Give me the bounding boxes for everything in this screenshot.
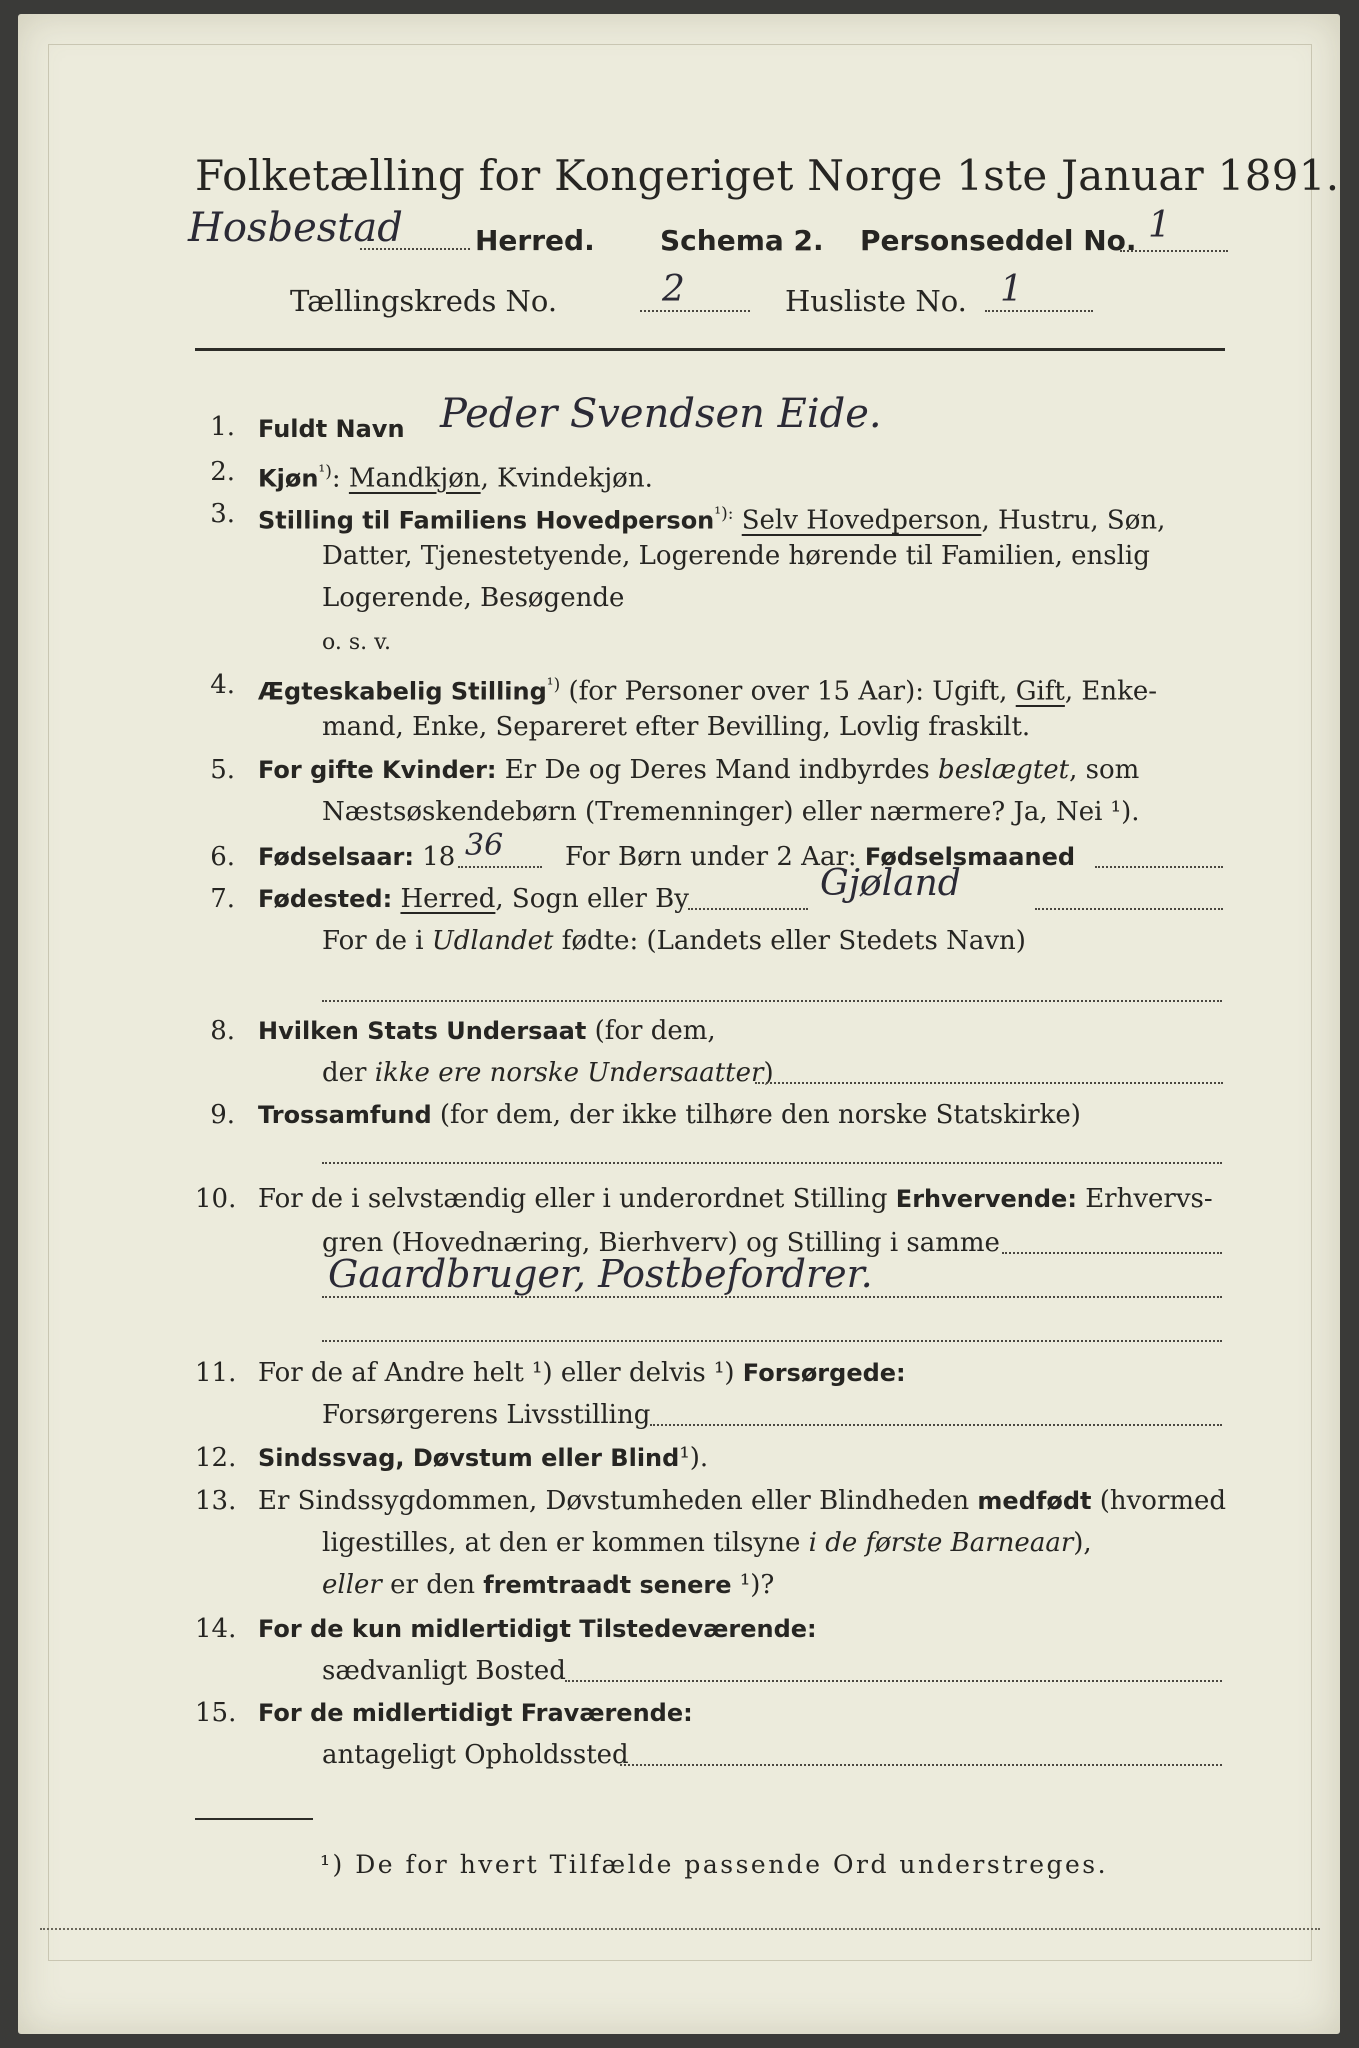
q13-line (258, 1484, 1226, 1518)
dotted-line (755, 1082, 1223, 1084)
q5-post: , som (1069, 755, 1140, 785)
q7-line2b: Udlandet (431, 926, 554, 956)
dotted-line (650, 1424, 1222, 1426)
q8-label: Hvilken Stats Undersaat (258, 1017, 587, 1045)
q6-number: 6. (210, 842, 235, 872)
q3-number: 3. (210, 499, 235, 529)
q5-number: 5. (210, 755, 235, 785)
q2-option-mandkjon: Mandkjøn (348, 463, 481, 494)
q15-number: 15. (195, 1698, 237, 1728)
kreds-value: 2 (662, 269, 685, 310)
bottom-fold-line (40, 1928, 1320, 1930)
kreds-label: Tællingskreds No. (290, 284, 558, 318)
q4-pre: (for Personer over 15 Aar): Ugift, (568, 676, 1008, 707)
q10-label: Erhvervende: (895, 1185, 1077, 1213)
q3-rest: , Hustru, Søn, (981, 505, 1166, 536)
q14-label: For de kun midlertidigt Tilstedeværende: (258, 1615, 817, 1643)
dotted-line (458, 866, 542, 868)
q7-rest: , Sogn eller By (495, 884, 689, 914)
q7-label: Fødested: (258, 885, 393, 913)
dotted-line (620, 1764, 1222, 1766)
dotted-line (688, 908, 808, 910)
q3-option-selv: Selv Hovedperson (741, 505, 982, 536)
q4-line (258, 668, 1157, 709)
q15-label: For de midlertidigt Fraværende: (258, 1699, 693, 1727)
q9-label: Trossamfund (258, 1101, 432, 1129)
dotted-line (565, 1680, 1222, 1682)
husliste-value: 1 (1000, 269, 1023, 310)
q10-line2: gren (Hovednæring, Bierhverv) og Stilling i samme (322, 1228, 1000, 1258)
q10-line (258, 1182, 1213, 1216)
dotted-line (322, 1162, 1222, 1164)
q3-line (258, 497, 1165, 538)
q6-label: Fødselsaar: (258, 843, 414, 871)
q10-pre: For de i selvstændig eller i underordnet Stilling (258, 1184, 888, 1214)
q4-post: , Enke- (1064, 676, 1158, 707)
q8-number: 8. (210, 1016, 235, 1046)
q2-line (258, 455, 653, 496)
q4-sup: ¹) (546, 675, 561, 695)
dotted-line (360, 248, 470, 250)
q10-number: 10. (195, 1184, 237, 1214)
q4-number: 4. (210, 670, 235, 700)
q3-label: Stilling til Familiens Hovedperson (258, 506, 715, 535)
q13-line3c: fremtraadt senere (483, 1571, 732, 1599)
q5-line (258, 753, 1139, 787)
q10-post: Erhvervs- (1085, 1184, 1213, 1214)
q11-number: 11. (195, 1358, 237, 1388)
q1-number: 1. (210, 412, 235, 442)
dotted-line (322, 1296, 1222, 1298)
q12-number: 12. (195, 1443, 237, 1473)
herred-value: Hosbestad (188, 205, 403, 251)
q4-label: Ægteskabelig Stilling (258, 677, 547, 706)
q6-mid: For Børn under 2 Aar: (565, 842, 857, 872)
q2-number: 2. (210, 457, 235, 487)
q8-line2a: der (322, 1058, 367, 1088)
q5-label: For gifte Kvinder: (258, 756, 497, 784)
q12-sup: ¹). (679, 1443, 709, 1473)
q12-line (258, 1441, 708, 1475)
q7-line2 (322, 924, 1026, 958)
q12-label: Sindssvag, Døvstum eller Blind (258, 1444, 680, 1472)
q13-number: 13. (195, 1486, 237, 1516)
q5-italic: beslægtet (938, 755, 1070, 785)
q13-line2a: ligestilles, at den er kommen tilsyne (322, 1528, 801, 1558)
q10-value: Gaardbruger, Postbefordrer. (328, 1252, 873, 1296)
dotted-line (322, 1000, 1222, 1002)
herred-label: Herred. (475, 224, 595, 257)
q2-label: Kjøn (258, 464, 319, 493)
footnote: ¹) De for hvert Tilfælde passende Ord understreges. (320, 1850, 1109, 1879)
q6-line (258, 840, 455, 874)
personseddel-value: 1 (1148, 205, 1171, 246)
personseddel-label: Personseddel No. (860, 224, 1137, 257)
q8-line2 (322, 1056, 774, 1090)
q13-line3a: eller (322, 1570, 382, 1600)
q8-rest: (for dem, (594, 1016, 716, 1046)
q6-prefix: 18 (422, 842, 456, 872)
q4-option-gift: Gift (1015, 676, 1065, 707)
q13-line2b: i de første Barneaar (808, 1528, 1074, 1558)
header-rule (195, 348, 1225, 351)
q15-line2: antageligt Opholdssted (322, 1740, 629, 1770)
dotted-line (1002, 1252, 1222, 1254)
q7-line2a: For de i (322, 926, 424, 956)
q13-line3b: er den (390, 1570, 475, 1600)
dotted-line (322, 1340, 1222, 1342)
dotted-line (640, 310, 750, 312)
q3-sup: ¹): (714, 504, 734, 524)
q6-value: 36 (465, 828, 504, 863)
q14-line2: sædvanligt Bosted (322, 1656, 566, 1686)
husliste-label: Husliste No. (785, 284, 967, 318)
q3-line2: Datter, Tjenestetyende, Logerende hørende til Familien, enslig (322, 541, 1150, 571)
footnote-rule (195, 1818, 313, 1820)
dotted-line (1035, 908, 1223, 910)
q9-line (258, 1098, 1081, 1132)
schema-label: Schema 2. (660, 224, 824, 257)
q14-number: 14. (195, 1614, 237, 1644)
q13-line3d: ¹)? (739, 1570, 775, 1600)
q9-rest: (for dem, der ikke tilhøre den norske Statskirke) (439, 1100, 1081, 1130)
q13-line2 (322, 1526, 1092, 1560)
q7-value: Gjøland (820, 863, 961, 904)
q13-pre: Er Sindssygdommen, Døvstumheden eller Blindheden (258, 1486, 970, 1516)
q4-line2: mand, Enke, Separeret efter Bevilling, Lovlig fraskilt. (322, 712, 1031, 742)
q2-sup: ¹) (318, 462, 332, 482)
q3-line4: o. s. v. (322, 630, 391, 655)
q9-number: 9. (210, 1100, 235, 1130)
q8-line2c: ) (763, 1058, 774, 1088)
q7-number: 7. (210, 884, 235, 914)
q8-line (258, 1014, 716, 1048)
form-title: Folketælling for Kongeriget Norge 1ste Januar 1891. (195, 151, 1340, 200)
q5-pre: Er De og Deres Mand indbyrdes (504, 755, 930, 785)
q13-line2c: ), (1073, 1528, 1092, 1558)
q11-line2: Forsørgerens Livsstilling (322, 1400, 651, 1430)
q8-line2b: ikke ere norske Undersaatter (374, 1058, 764, 1088)
q11-line (258, 1356, 906, 1390)
q11-label: Forsørgede: (742, 1359, 906, 1387)
dotted-line (1095, 866, 1223, 868)
q7-line (258, 882, 689, 916)
q1-label: Fuldt Navn (258, 415, 405, 443)
q2-colon: : (331, 463, 341, 494)
q3-line3: Logerende, Besøgende (322, 583, 625, 613)
q13-line3 (322, 1568, 774, 1602)
q13-post: (hvormed (1099, 1486, 1227, 1516)
q13-label: medfødt (977, 1487, 1092, 1515)
dotted-line (1120, 250, 1228, 252)
q2-rest: , Kvindekjøn. (480, 463, 653, 494)
dotted-line (985, 310, 1093, 312)
q7-option-herred: Herred (400, 884, 496, 914)
q11-pre: For de af Andre helt ¹) eller delvis ¹) (258, 1358, 735, 1388)
q1-value: Peder Svendsen Eide. (440, 391, 882, 437)
q7-line2c: fødte: (Landets eller Stedets Navn) (561, 926, 1026, 956)
q6-label2: Fødselsmaaned (864, 843, 1076, 871)
q5-line2: Næstsøskendebørn (Tremenninger) eller nærmere? Ja, Nei ¹). (322, 797, 1140, 827)
